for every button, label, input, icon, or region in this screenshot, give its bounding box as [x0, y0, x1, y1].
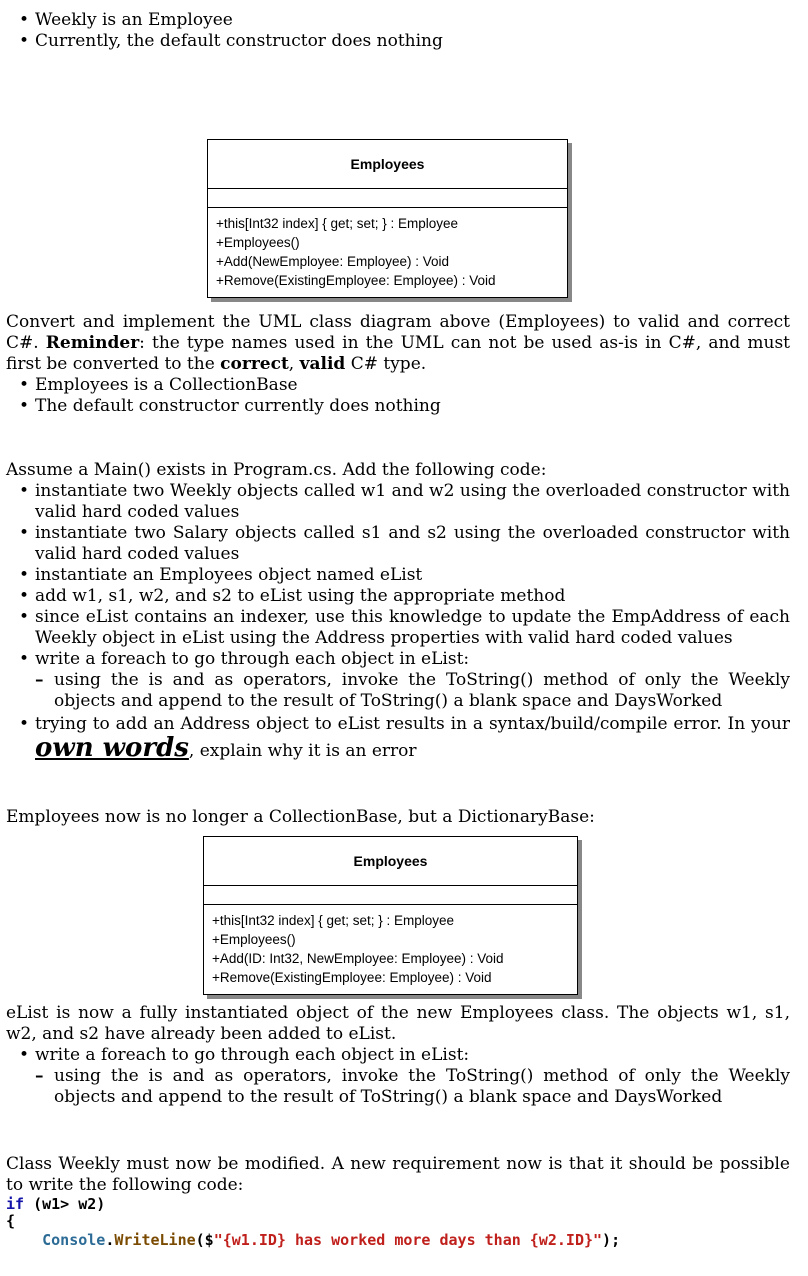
convert-paragraph: Convert and implement the UML class diagram above (Employees) to valid and correct C#. Reminder: the type names used in the UML can not be used as-is in C#, and must first be converted to the correct, valid C# type. — [6, 312, 790, 374]
list-item: • The default constructor currently does nothing — [6, 396, 790, 417]
list-item: • Weekly is an Employee — [6, 10, 790, 31]
code-class-name: Console — [42, 1231, 106, 1249]
emphasis-own-words: own words — [35, 733, 189, 763]
main-section — [6, 460, 790, 763]
list-item: • instantiate an Employees object named eList — [6, 565, 790, 586]
list-item: • instantiate two Salary objects called s1 and s2 using the overloaded constructor with valid hard coded values — [6, 523, 790, 565]
list-item: • write a foreach to go through each object in eList: – using the is and as operators, invoke the ToString() method of only the Weekly objects and append to the result of ToString() a blank space and DaysWorked — [6, 1045, 790, 1108]
code-line: { — [6, 1212, 16, 1230]
dictionary-intro — [6, 807, 790, 828]
uml-attributes-compartment — [208, 188, 567, 207]
list-item: • trying to add an Address object to eList results in a syntax/build/compile error. In your own words, explain why it is an error — [6, 712, 790, 763]
code-method-name: WriteLine — [114, 1231, 196, 1249]
code-line: Console.WriteLine($"{w1.ID} has worked more days than {w2.ID}"); — [42, 1231, 621, 1249]
uml-operations-compartment — [204, 904, 577, 987]
uml-operation: +Employees() — [212, 932, 296, 947]
code-line: if (w1> w2) — [6, 1195, 106, 1213]
uml-class-name: Employees — [353, 853, 428, 869]
dictionary-intro-text: Employees now is no longer a CollectionBase, but a DictionaryBase: — [6, 807, 595, 827]
uml-operation: +Add(ID: Int32, NewEmployee: Employee) : Void — [212, 951, 504, 966]
list-item: • add w1, s1, w2, and s2 to eList using the appropriate method — [6, 586, 790, 607]
weekly-modification-text: Class Weekly must now be modified. A new requirement now is that it should be possible to write the following code: — [6, 1154, 790, 1195]
uml-class-name: Employees — [350, 156, 425, 172]
sub-list-item: – using the is and as operators, invoke the ToString() method of only the Weekly objects and append to the result of ToString() a blank space and DaysWorked — [35, 1066, 790, 1108]
code-snippet — [6, 1196, 620, 1249]
list-item: • write a foreach to go through each object in eList: – using the is and as operators, invoke the ToString() method of only the Weekly objects and append to the result of ToString() a blank space and DaysWorked — [6, 649, 790, 712]
list-item: • instantiate two Weekly objects called w1 and w2 using the overloaded constructor with valid hard coded values — [6, 481, 790, 523]
uml-attributes-compartment — [204, 885, 577, 904]
elist-intro: eList is now a fully instantiated object of the new Employees class. The objects w1, s1, w2, and s2 have already been added to eList. — [6, 1003, 790, 1044]
weekly-modification — [6, 1154, 790, 1196]
sub-list-item: – using the is and as operators, invoke the ToString() method of only the Weekly objects and append to the result of ToString() a blank space and DaysWorked — [35, 670, 790, 712]
uml-operations-compartment — [208, 207, 567, 290]
uml-operation: +Add(NewEmployee: Employee) : Void — [216, 254, 449, 269]
code-keyword: if — [6, 1195, 25, 1213]
convert-section — [6, 312, 790, 417]
list-item: • Employees is a CollectionBase — [6, 375, 790, 396]
weekly-requirements — [6, 10, 790, 52]
uml-operation: +this[Int32 index] { get; set; } : Employee — [216, 216, 459, 231]
uml-operation: +Remove(ExistingEmployee: Employee) : Void — [216, 273, 496, 288]
elist-section — [6, 1003, 790, 1108]
uml-operation: +Remove(ExistingEmployee: Employee) : Void — [212, 970, 492, 985]
uml-operation: +Employees() — [216, 235, 300, 250]
main-intro: Assume a Main() exists in Program.cs. Add the following code: — [6, 460, 547, 480]
reminder-label: Reminder — [45, 333, 140, 353]
uml-class-diagram-employees — [207, 139, 568, 298]
code-string: "{w1.ID} has worked more days than {w2.ID}" — [213, 1231, 603, 1249]
uml-class-diagram-employees-dictionary — [203, 836, 578, 995]
list-item: • since eList contains an indexer, use this knowledge to update the EmpAddress of each Weekly object in eList using the Address properties with valid hard coded values — [6, 607, 790, 649]
list-item: • Currently, the default constructor does nothing — [6, 31, 790, 52]
uml-operation: +this[Int32 index] { get; set; } : Employee — [212, 913, 455, 928]
